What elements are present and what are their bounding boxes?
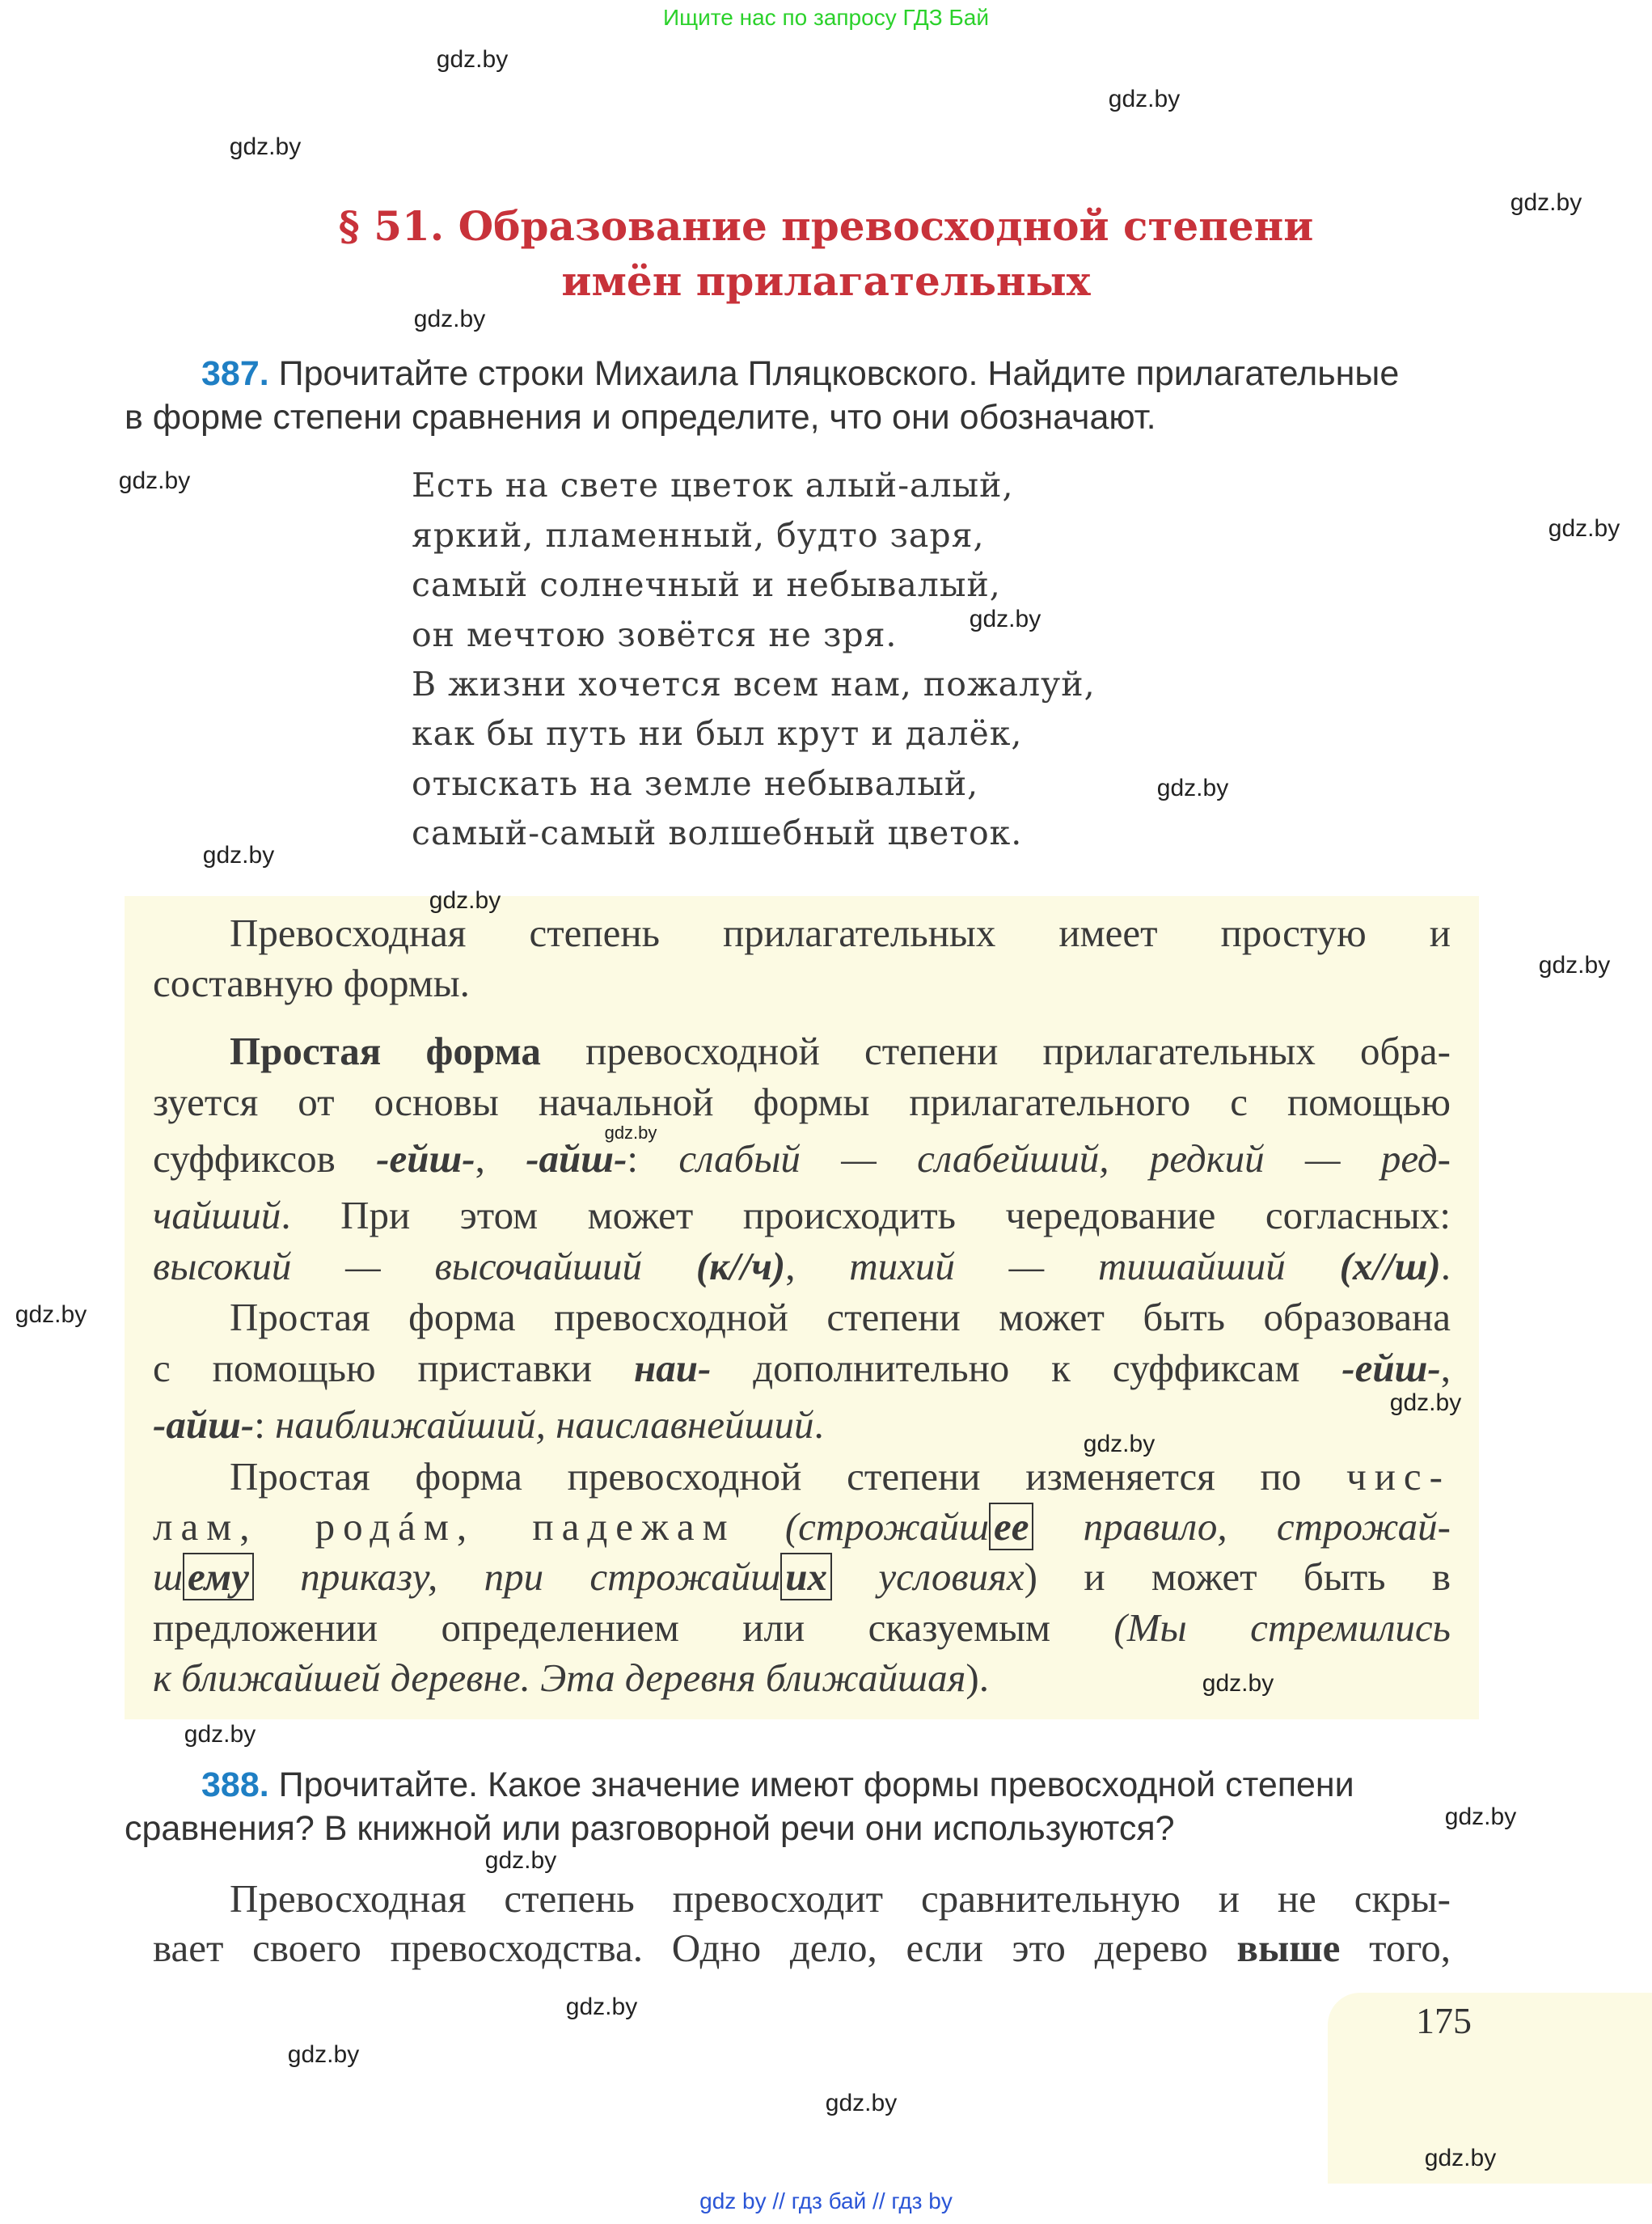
text-segment: Простая форма [230,1029,541,1073]
poem-line: он мечтою зовётся не зря. [412,615,898,654]
text-segment: лам, родáм, падежам [153,1504,736,1549]
watermark: gdz.by [1108,86,1181,112]
task-number: 388. [201,1765,269,1804]
search-hint-banner: Ищите нас по запросу ГДЗ Бай [662,5,990,30]
page-number: 175 [1416,2000,1472,2041]
section-title-line-2: имён прилагательных [561,257,1091,305]
text-segment: с помощью приставки [153,1346,635,1390]
text-segment: чис- [1346,1454,1451,1499]
text-segment: (к//ч) [695,1244,786,1288]
poem-line: отыскать на земле небывалый, [412,764,979,803]
watermark: gdz.by [1424,2145,1497,2171]
task-number: 387. [201,354,269,393]
text-line [153,1604,1451,1652]
text-segment: -айш- [153,1402,255,1447]
task-388-line-2: сравнения? В книжной или разговорной речи они используются? [125,1809,1175,1848]
text-line [230,1027,1451,1076]
text-segment: тихий — тишайший [849,1244,1340,1288]
text-segment: ш [153,1554,183,1599]
text-segment: : [627,1136,679,1181]
text-line [153,959,1451,1008]
text-line [230,1452,1451,1501]
watermark: gdz.by [436,46,509,73]
text-segment: Простая форма превосходной степени изменяется по [230,1454,1347,1499]
text-segment: ). [965,1655,989,1700]
text-segment: . [813,1402,824,1447]
task-387-line-2: в форме степени сравнения и определите, что они обозначают. [125,398,1156,437]
watermark: gdz.by [184,1721,256,1748]
watermark: gdz.by [229,133,302,160]
task-388-line-1 [201,1765,1354,1805]
text-segment: наи- [634,1346,712,1390]
text-line [153,1078,1451,1127]
text-line [230,1293,1451,1342]
text-segment: Превосходная степень превосходит сравнительную и не скры- [230,1876,1451,1921]
text-line [153,1503,1451,1551]
poem-line: как бы путь ни был крут и далёк, [412,714,1023,753]
text-segment: зуется от основы начальной формы прилагательного с помощью [153,1080,1451,1124]
text-segment: условиях [832,1554,1025,1599]
text-segment: чайший [153,1193,281,1237]
text-line [230,909,1451,958]
text-segment: . При этом может происходить чередование согласных: [281,1193,1451,1237]
text-segment: наиближайший, наиславнейший [275,1402,814,1447]
text-segment: -ейш- [376,1136,475,1181]
text-segment: составную формы. [153,961,470,1005]
watermark: gdz.by [287,2041,360,2068]
text-segment: , [1440,1346,1451,1390]
text-segment: приказу, при строжайш [253,1554,781,1599]
watermark: gdz.by [15,1301,87,1328]
text-line [153,1135,1451,1183]
text-segment: (строжайш [784,1504,989,1549]
watermark: gdz.by [1548,515,1620,542]
watermark: gdz.by [969,606,1041,632]
section-title-line-1: § 51. Образование превосходной степени [338,202,1314,250]
text-line [153,1242,1451,1291]
ending-box: ее [989,1503,1034,1550]
watermark: gdz.by [413,306,486,332]
task-text: Прочитайте. Какое значение имеют формы превосходной степени [278,1765,1354,1804]
watermark: gdz.by [1444,1803,1517,1830]
text-segment: к ближайшей деревне. Эта деревня ближайшая [153,1655,966,1700]
text-segment: слабый — слабейший, редкий — ред- [678,1136,1451,1181]
text-line [153,1553,1451,1601]
watermark: gdz.by [484,1847,557,1874]
ending-box: их [780,1553,832,1600]
text-segment: : [254,1402,276,1447]
text-segment: выше [1236,1926,1341,1970]
text-line [153,1924,1451,1972]
poem-line: самый солнечный и небывалый, [412,565,1001,604]
text-segment: (х//ш) [1339,1244,1441,1288]
task-text: Прочитайте строки Михаила Пляцковского. Найдите прилагательные [278,354,1400,393]
text-line [230,1875,1451,1923]
text-line [153,1191,1451,1240]
text-line [153,1344,1451,1393]
text-segment: ) и может быть в [1024,1554,1451,1599]
footer-links: gdz by // гдз бай // гдз by [699,2188,953,2213]
text-segment: , [785,1244,850,1288]
text-segment: Простая форма превосходной степени может быть образована [230,1295,1451,1339]
text-segment: правило, строжай- [1033,1504,1451,1549]
watermark: gdz.by [604,1123,657,1143]
watermark: gdz.by [1510,189,1582,216]
watermark: gdz.by [1202,1670,1274,1697]
text-segment: -ейш- [1341,1346,1441,1390]
text-segment: высокий — высочайший [153,1244,696,1288]
text-segment: . [1440,1244,1451,1288]
watermark: gdz.by [1156,775,1229,801]
watermark: gdz.by [565,1994,638,2020]
text-segment: -айш- [526,1136,627,1181]
text-segment: , [475,1136,526,1181]
text-line [153,1401,1451,1449]
text-segment: вает своего превосходства. Одно дело, если это дерево [153,1926,1237,1970]
task-387-line-1 [201,354,1399,394]
text-segment: дополнительно к суффиксам [711,1346,1342,1390]
watermark: gdz.by [825,2090,898,2116]
text-segment: (Мы стремились [1113,1605,1451,1650]
text-segment [736,1504,785,1549]
text-segment: того, [1340,1926,1451,1970]
watermark: gdz.by [1083,1431,1156,1457]
poem-line: В жизни хочется всем нам, пожалуй, [412,665,1096,704]
watermark: gdz.by [118,467,191,494]
watermark: gdz.by [429,887,501,914]
poem-line: самый-самый волшебный цветок. [412,814,1023,852]
ending-box: ему [183,1553,254,1600]
watermark: gdz.by [1538,952,1611,979]
text-segment: предложении определением или сказуемым [153,1605,1114,1650]
watermark: gdz.by [1389,1389,1462,1416]
watermark: gdz.by [202,842,275,869]
poem-line: яркий, пламенный, будто заря, [412,516,985,555]
text-segment: Превосходная степень прилагательных имеет простую и [230,911,1451,955]
text-segment: превосходной степени прилагательных обра- [540,1029,1451,1073]
poem-line: Есть на свете цветок алый-алый, [412,466,1014,505]
text-segment: суффиксов [153,1136,377,1181]
